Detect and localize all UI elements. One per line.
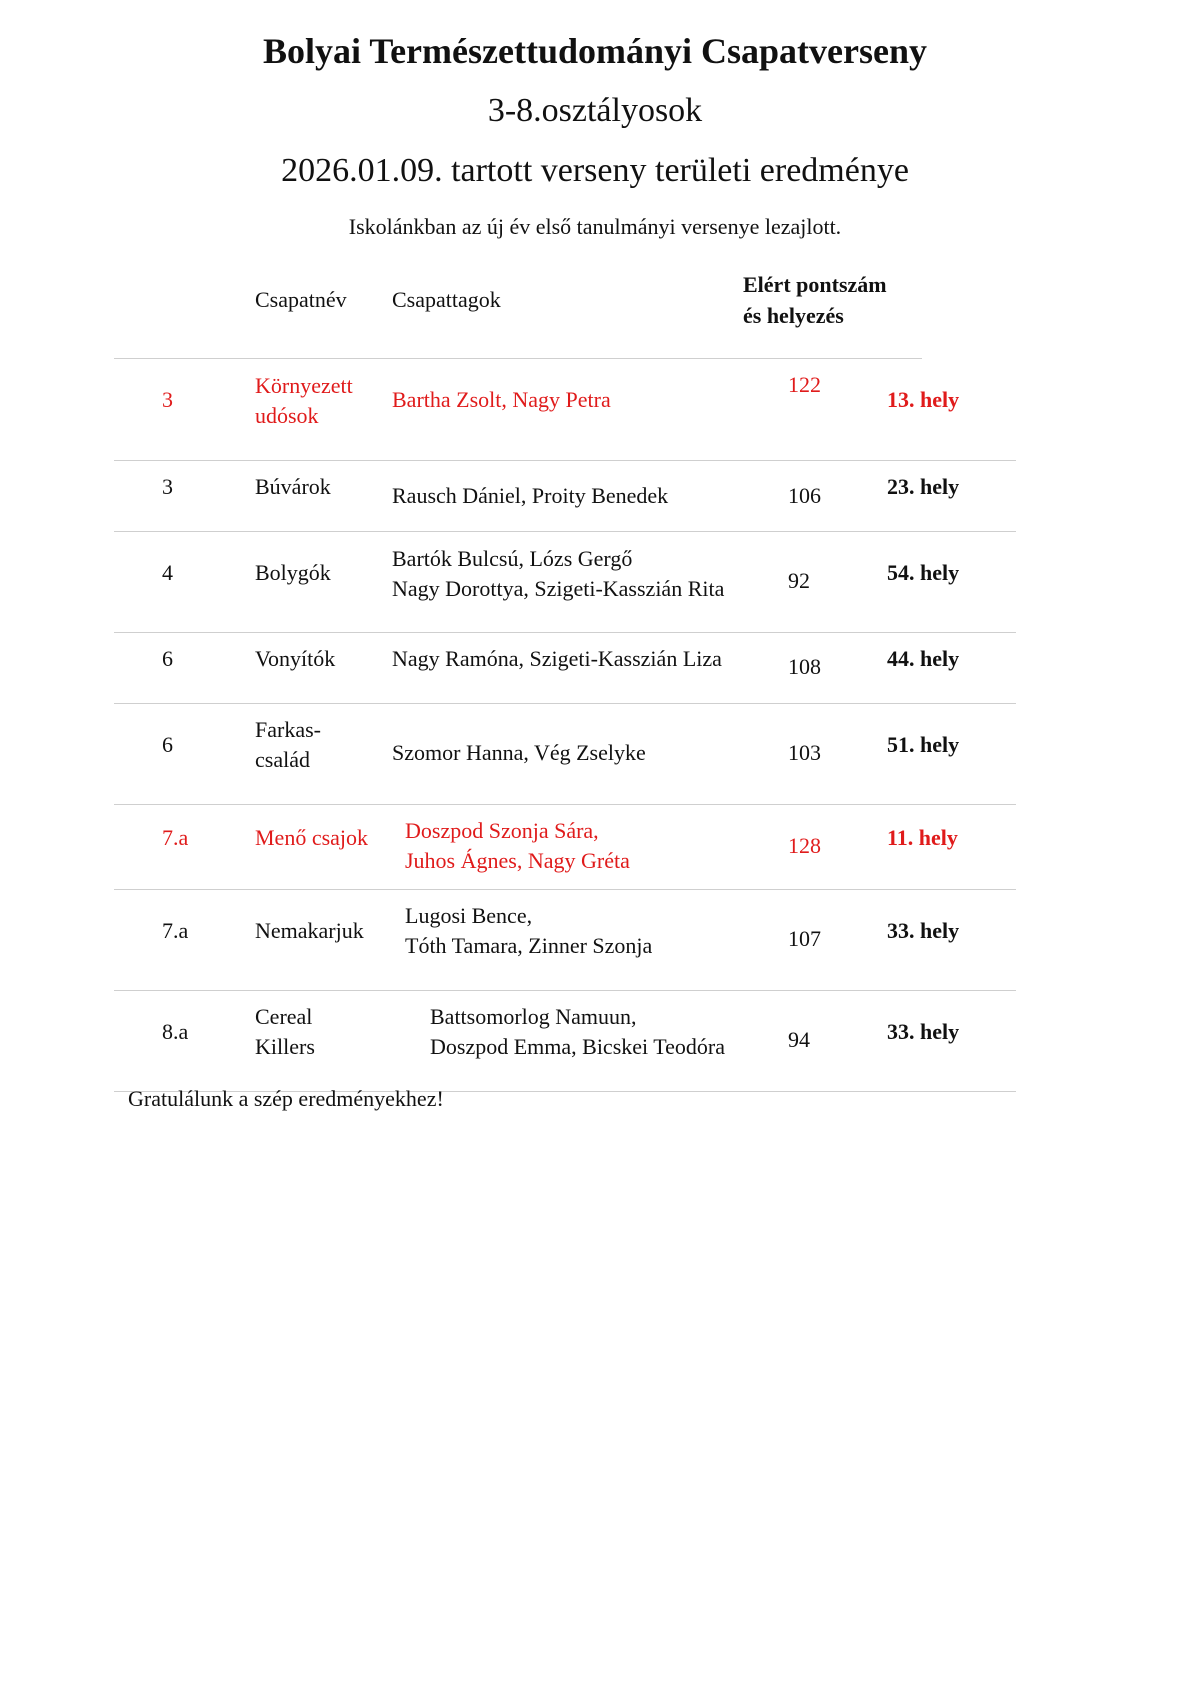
place-cell: 44. hely [887,646,960,671]
grade-cell: 6 [162,732,173,757]
members-cell: Rausch Dániel, Proity Benedek [392,483,669,508]
place-cell: 51. hely [887,732,960,757]
members-cell: Doszpod Szonja Sára, [405,818,599,843]
grade-cell: 7.a [162,825,189,850]
members-cell: Lugosi Bence, [405,903,533,928]
members-cell: Nagy Dorottya, Szigeti-Kasszián Rita [392,576,725,601]
header-team: Csapatnév [255,287,347,312]
team-cell: Menő csajok [255,825,369,850]
score-cell: 122 [788,372,821,397]
team-cell: család [255,747,310,772]
members-cell: Battsomorlog Namuun, [430,1004,637,1029]
row-divider [114,889,1016,890]
members-cell: Bartók Bulcsú, Lózs Gergő [392,546,633,571]
row-divider [114,632,1016,633]
members-cell: Bartha Zsolt, Nagy Petra [392,387,611,412]
grade-cell: 8.a [162,1019,189,1044]
members-cell: Doszpod Emma, Bicskei Teodóra [430,1034,725,1059]
row-divider [114,990,1016,991]
header-members: Csapattagok [392,287,501,312]
place-cell: 23. hely [887,474,960,499]
row-divider [114,804,1016,805]
row-divider [114,703,1016,704]
grade-cell: 4 [162,560,173,585]
row-divider [114,531,1016,532]
members-cell: Juhos Ágnes, Nagy Gréta [405,848,630,873]
grade-cell: 3 [162,474,173,499]
team-cell: Killers [255,1034,315,1059]
place-cell: 11. hely [887,825,958,850]
members-cell: Nagy Ramóna, Szigeti-Kasszián Liza [392,646,722,671]
row-divider [114,460,1016,461]
score-cell: 94 [788,1027,810,1052]
congratulations-text: Gratulálunk a szép eredményekhez! [128,1086,444,1111]
place-cell: 13. hely [887,387,960,412]
date-subtitle: 2026.01.09. tartott verseny területi eredménye [281,152,909,189]
members-cell: Tóth Tamara, Zinner Szonja [405,933,653,958]
grade-range-subtitle: 3-8.osztályosok [487,92,703,129]
team-cell: Vonyítók [255,646,336,671]
intro-text: Iskolánkban az új év első tanulmányi versenye lezajlott. [348,214,842,239]
team-cell: Nemakarjuk [255,918,364,943]
header-score-line2: és helyezés [743,303,844,328]
place-cell: 54. hely [887,560,960,585]
members-cell: Szomor Hanna, Vég Zselyke [392,740,646,765]
grade-cell: 6 [162,646,173,671]
score-cell: 128 [788,833,821,858]
team-cell: udósok [255,403,319,428]
score-cell: 106 [788,483,821,508]
score-cell: 92 [788,568,810,593]
score-cell: 108 [788,654,821,679]
place-cell: 33. hely [887,1019,960,1044]
document-title: Bolyai Természettudományi Csapatverseny [263,31,927,71]
score-cell: 107 [788,926,821,951]
score-cell: 103 [788,740,821,765]
place-cell: 33. hely [887,918,960,943]
grade-cell: 7.a [162,918,189,943]
grade-cell: 3 [162,387,173,412]
header-score-line1: Elért pontszám [743,272,887,297]
header-divider [114,358,922,359]
team-cell: Cereal [255,1004,313,1029]
team-cell: Bolygók [255,560,331,585]
team-cell: Farkas- [255,717,321,742]
team-cell: Búvárok [255,474,331,499]
team-cell: Környezett [255,373,353,398]
